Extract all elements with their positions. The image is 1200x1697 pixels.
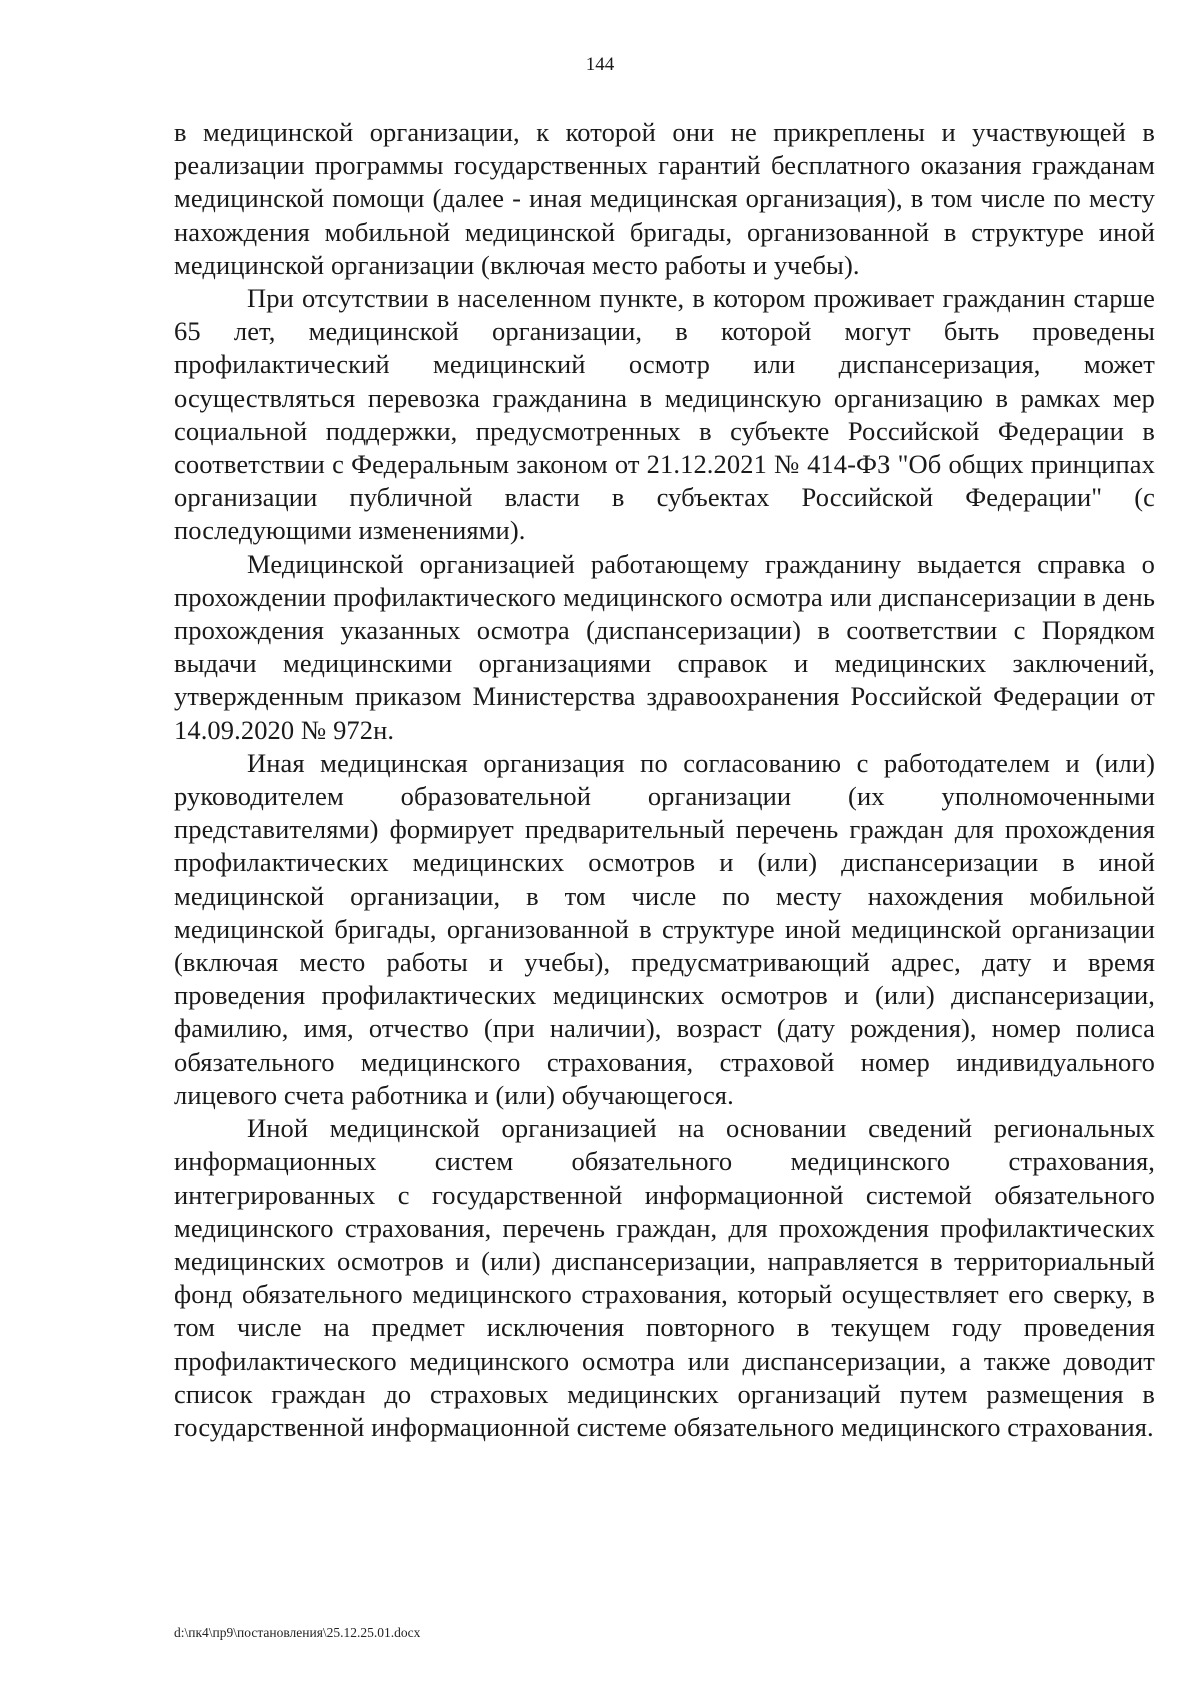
page-number: 144 [585, 54, 615, 75]
paragraph-preliminary-list: Иная медицинская организация по согласованию с работодателем и (или) руководителем образовательной организации (их уполномоченными представителями) формирует предварительный перечень граждан для прохождения профилактических медицинских осмотров и (или) диспансеризации в иной медицинской организации, в том числе по месту нахождения мобильной медицинской бригады, организованной в структуре иной медицинской организации (включая место работы и учебы), предусматривающий адрес, дату и время проведения профилактических медицинских осмотров и (или) диспансеризации, фамилию, имя, отчество (при наличии), возраст (дату рождения), номер полиса обязательного медицинского страхования, страховой номер индивидуального лицевого счета работника и (или) обучающегося. [174, 747, 1155, 1110]
paragraph-transport: При отсутствии в населенном пункте, в котором проживает гражданин старше 65 лет, медицинской организации, в которой могут быть проведены профилактический медицинский осмотр или диспансеризация, может осуществляться перевозка гражданина в медицинскую организацию в рамках мер социальной поддержки, предусмотренных в субъекте Российской Федерации в соответствии с Федеральным законом от 21.12.2021 № 414-ФЗ "Об общих принципах организации публичной власти в субъектах Российской Федерации" (с последующими изменениями). [174, 283, 1155, 546]
footer-file-path: d:\пк4\пр9\постановления\25.12.25.01.docx [174, 1625, 421, 1640]
paragraph-verification: Иной медицинской организацией на основании сведений региональных информационных систем обязательного медицинского страхования, интегрированных с государственной информационной системой обязательного медицинского страхования, перечень граждан, для прохождения профилактических медицинских осмотров и (или) диспансеризации, направляется в территориальный фонд обязательного медицинского страхования, который осуществляет его сверку, в том числе на предмет исключения повторного в текущем году проведения профилактического медицинского осмотра или диспансеризации, а также доводит список граждан до страховых медицинских организаций путем размещения в государственной информационной системе обязательного медицинского страхования. [174, 1113, 1155, 1442]
paragraph-certificate: Медицинской организацией работающему гражданину выдается справка о прохождении профилактического медицинского осмотра или диспансеризации в день прохождения указанных осмотра (диспансеризации) в соответствии с Порядком выдачи медицинскими организациями справок и медицинских заключений, утвержденным приказом Министерства здравоохранения Российской Федерации от 14.09.2020 № 972н. [174, 548, 1155, 745]
paragraph-continuation: в медицинской организации, к которой они не прикреплены и участвующей в реализации программы государственных гарантий бесплатного оказания гражданам медицинской помощи (далее - иная медицинская организация), в том числе по месту нахождения мобильной медицинской бригады, организованной в структуре иной медицинской организации (включая место работы и учебы). [174, 117, 1155, 280]
document-body [174, 116, 1155, 1444]
